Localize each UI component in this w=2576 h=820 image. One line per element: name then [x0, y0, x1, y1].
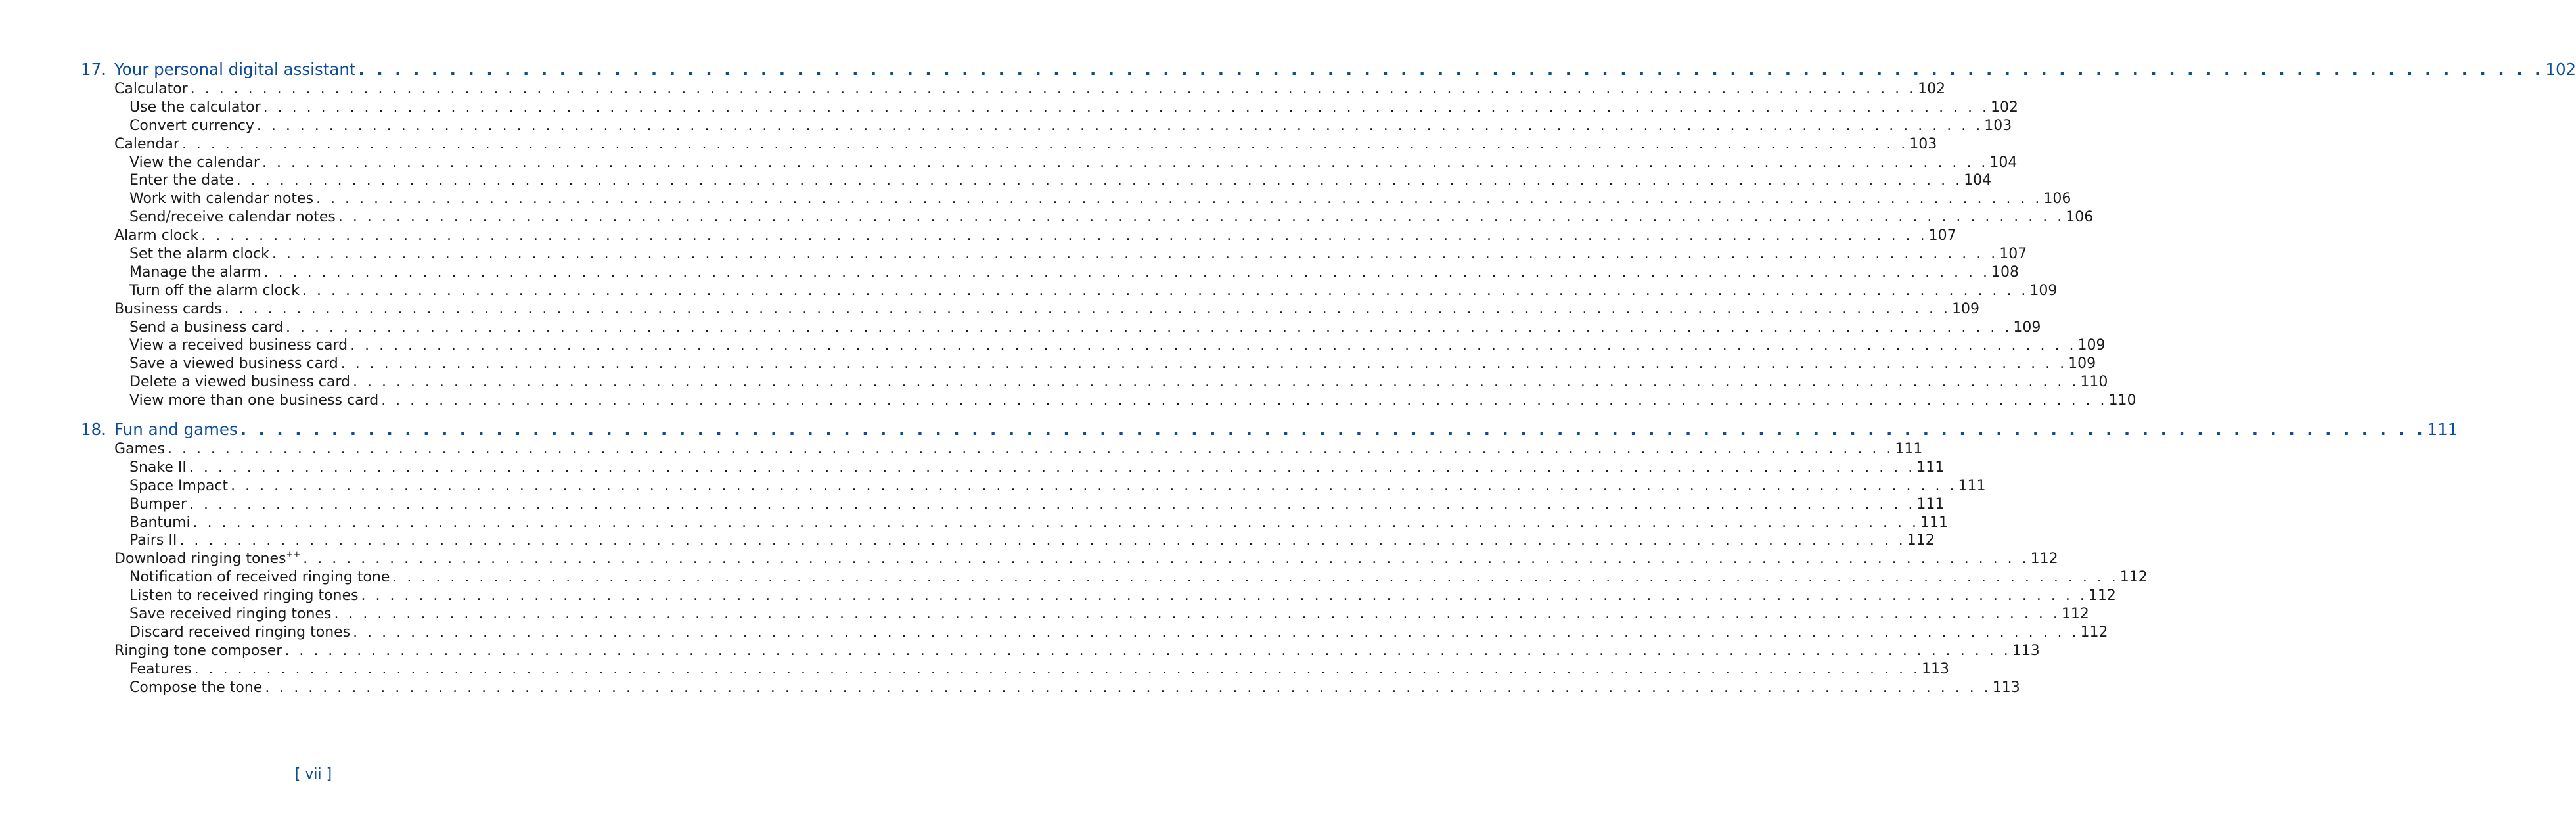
entry-label — [129, 605, 334, 624]
toc-subsection-entry[interactable] — [129, 117, 2012, 135]
entry-label — [129, 336, 350, 355]
entry-title: Turn off the alarm clock — [129, 282, 300, 299]
toc-subsection-entry[interactable] — [129, 392, 2136, 410]
entry-label — [129, 495, 189, 514]
toc-section-entry[interactable] — [114, 80, 1946, 99]
entry-label — [129, 171, 237, 190]
entry-title: Games — [114, 441, 165, 458]
entry-title: Enter the date — [129, 172, 234, 189]
entry-label — [114, 642, 284, 660]
chapter-title — [81, 418, 240, 442]
toc-section-entry[interactable] — [114, 227, 1956, 245]
entry-label — [129, 568, 392, 587]
entry-page-number: 110 — [2108, 392, 2136, 409]
entry-label — [129, 319, 286, 337]
dot-leader: . . . . . . . . . . . . . . . . . . . . . . . . . . . . . . . . . . . . . . . . . . . . . . . . . . . . . . . . . . . . . . . . . . . . . . . . . . . . . . . . . . . . . . . . . . . . . . . . . . . . . . . . . . . . . . . . . . . . . . . . — [392, 569, 2119, 586]
entry-page-number: 103 — [1984, 117, 2012, 134]
toc-subsection-entry[interactable] — [129, 263, 2020, 282]
entry-title: Work with calendar notes — [129, 191, 314, 208]
dot-leader: . . . . . . . . . . . . . . . . . . . . . . . . . . . . . . . . . . . . . . . . . . . . . . . . . . . . . . . . . . . . . . . . . . . . . . . . . . . . . . . . . . . . . . . . . . . . . . . . . . . . . . . . . . . . . . . . . . . . . . . . — [179, 532, 1906, 549]
toc-subsection-entry[interactable] — [129, 532, 1935, 550]
entry-page-number: 110 — [2080, 374, 2108, 391]
chapter-title — [81, 58, 358, 81]
toc-section-entry[interactable] — [114, 135, 1937, 154]
entry-label — [129, 154, 262, 172]
entry-title: Space Impact — [129, 477, 229, 494]
entry-page-number: 113 — [1992, 679, 2020, 696]
toc-subsection-entry[interactable] — [129, 282, 2058, 300]
dot-leader: . . . . . . . . . . . . . . . . . . . . . . . . . . . . . . . . . . . . . . . . . . . . . . . . . . . . . . . . . . . . . . . . . . . . . . . . . . . . . . . . . . . . . . . . . . . . . . . . . . . . . . . . . . . . . . . . . . . . . . . . — [189, 495, 1916, 512]
chapter-title-text: Your personal digital assistant — [114, 60, 356, 79]
entry-title: View more than one business card — [129, 392, 379, 409]
entry-title: Convert currency — [129, 117, 254, 134]
entry-label — [129, 587, 361, 605]
page-number-footer: [ vii ] — [294, 766, 332, 783]
entry-title: Features — [129, 660, 192, 677]
chapter-number: 17. — [81, 60, 106, 79]
entry-title: Notification of received ringing tone — [129, 569, 390, 586]
dot-leader: . . . . . . . . . . . . . . . . . . . . . . . . . . . . . . . . . . . . . . . . . . . . . . . . . . . . . . . . . . . . . . . . . . . . . . . . . . . . . . . . . . . . . . . . . . . . . . . . . . . . . . . . . . . . . . . . . . . . . . . . — [316, 191, 2043, 208]
dot-leader: . . . . . . . . . . . . . . . . . . . . . . . . . . . . . . . . . . . . . . . . . . . . . . . . . . . . . . . . . . . . . . . . . . . . . . . . . . . . . . . . . . . . . . . . . . . . . . . . . . . . . . . . . . . . . . . . . . . . . . . . — [201, 227, 1928, 244]
entry-title: View a received business card — [129, 337, 348, 354]
entry-page-number: 111 — [1920, 514, 1949, 531]
dot-leader: . . . . . . . . . . . . . . . . . . . . . . . . . . . . . . . . . . . . . . . . . . . . . . . . . . . . . . . . . . . . . . . . . . . . . . . . . . . . . . . . . . . . . . . . . . . . . . . . . . . . . . . . . . . . . . . . . . . . . . . . — [340, 355, 2068, 373]
dot-leader: . . . . . . . . . . . . . . . . . . . . . . . . . . . . . . . . . . . . . . . . . . . . . . . . . . . . . . . . . . . . . . . . . . . . . . . . . . . . . . . . . . . . . . . . . . . . . . . . . . . . . . . . . . . . . . . . . . . . . . . . — [231, 477, 1957, 494]
entry-title: Alarm clock — [114, 227, 199, 244]
entry-page-number: 102 — [1918, 81, 1946, 97]
entry-title: Listen to received ringing tones — [129, 587, 359, 604]
dot-leader: . . . . . . . . . . . . . . . . . . . . . . . . . . . . . . . . . . . . . . . . . . . . . . . . . . . . . . . . . . . . . . . . . . . . . . . . . . . . . . . . . . . . . . . . . . . . . . . . . . . . . . . . . . . . . . . . . . . . . . . . — [352, 374, 2079, 391]
toc-subsection-entry[interactable] — [129, 171, 1992, 190]
entry-label — [129, 477, 231, 495]
entry-page-number: 106 — [2043, 191, 2071, 208]
entry-title: Delete a viewed business card — [129, 374, 350, 391]
chapter-page-number: 102 — [2545, 60, 2576, 79]
entry-label — [114, 227, 201, 245]
dot-leader: . . . . . . . . . . . . . . . . . . . . . . . . . . . . . . . . . . . . . . . . . . . . . . . . . . . . . . . . . . . . . . . . . . . . . . . . . . . . . . . . . . . . . . . . . . . . . . . . . . . . . . . . . . . . . . . . . . . . . . . . — [361, 587, 2087, 604]
toc-subsection-entry[interactable] — [129, 624, 2108, 642]
dot-leader: . . . . . . . . . . . . . . . . . . . . . . . . . . . . . . . . . . . . . . . . . . . . . . . . . . . . . . . . . . . . . . . . . . . . . . . . . . . . . . . . . . . . . . . . . . . . . . . . . . . . . . . . . . . . . . . . . . . . . . . . — [261, 154, 1989, 171]
dot-leader: . . . . . . . . . . . . . . . . . . . . . . . . . . . . . . . . . . . . . . . . . . . . . . . . . . . . . . . . . . . . . . . . . . . . . . . . . . . . . . . . . . . . . . . . . . . . . . . . . . . . . . . . . . . . . . . . . . . . . . . . — [334, 606, 2060, 623]
entry-label — [129, 99, 263, 117]
entry-title: Calendar — [114, 135, 179, 152]
toc-subsection-entry[interactable] — [129, 355, 2096, 373]
entry-page-number: 109 — [2029, 282, 2058, 299]
entry-title: Set the alarm clock — [129, 246, 269, 263]
entry-page-number: 106 — [2066, 209, 2094, 226]
dot-leader: . . . . . . . . . . . . . . . . . . . . . . . . . . . . . . . . . . . . . . . . . . . . . . . . . . . . . . . . . . . . . . . . . . . . . . . . . . . . . . . . . . . . . . . . . . . . . . . . . . . . . . . . . . . . . . . . . . . . . . . . — [194, 660, 1920, 677]
entry-page-number: 109 — [2077, 337, 2106, 354]
dot-leader: . . . . . . . . . . . . . . . . . . . . . . . . . . . . . . . . . . . . . . . . . . . . . . . . . . . . . . . . . . . . . . . . . . . . . . . . . . . . . . . . . . . . . . . . . . . . . . . . . . . . . . . . . . . . . . . . . . . . . . . . — [181, 135, 1909, 152]
entry-page-number: 113 — [2012, 642, 2040, 659]
entry-label — [129, 459, 189, 477]
entry-page-number: 102 — [1991, 99, 2019, 116]
entry-title: Save a viewed business card — [129, 355, 338, 373]
entry-page-number: 112 — [1907, 532, 1935, 549]
entry-label — [129, 117, 257, 135]
entry-page-number: 112 — [2061, 606, 2089, 623]
entry-label — [114, 550, 303, 568]
dot-leader: . . . . . . . . . . . . . . . . . . . . . . . . . . . . . . . . . . . . . . . . . . . . . . . . . . . . . . . . . . . . . . . . . . . . . . . . . . . . . . . . . . . . . . . . . . . . . . . . . . . . . . . . . . . . . . . . . . . . . . . . — [302, 282, 2029, 299]
dot-leader: . . . . . . . . . . . . . . . . . . . . . . . . . . . . . . . . . . . . . . . . . . . . . . . . . . . . . . . . . . . . . . . . . . . . . . . . . . . . . . . . . . . . . . . . . . . . . . . . . . . . . . . . . . . . . . . . . . . . . . . . — [256, 117, 1983, 134]
chapter-page-number: 111 — [2427, 420, 2458, 440]
toc-subsection-entry[interactable] — [129, 373, 2108, 392]
entry-page-number: 112 — [2030, 551, 2058, 568]
dot-leader: . . . . . . . . . . . . . . . . . . . . . . . . . . . . . . . . . . . . . . . . . . . . . . . . . . . . . . . . . . . . . . . . . . . . . . . . . . . . . . . . . . . . . . . . . . . . . . . . . . . . . . . . . . . . . . . . . . . . . . . . — [285, 319, 2012, 336]
entry-page-number: 113 — [1921, 660, 1949, 677]
entry-page-number: 108 — [1991, 263, 2020, 281]
toc-subsection-entry[interactable] — [129, 568, 2148, 587]
toc-section-entry[interactable] — [114, 550, 2058, 568]
entry-title: Send a business card — [129, 319, 283, 336]
entry-label — [114, 440, 168, 459]
toc-subsection-entry[interactable] — [129, 459, 1945, 477]
entry-label — [129, 624, 353, 642]
dot-leader: . . . . . . . . . . . . . . . . . . . . . . . . . . . . . . . . . . . . . . . . . . . . . . . . . . . . . . . . . . . . . . . . . . . . . . . . . . . . . . . . . . . . . . . . . . . . . . . . . . . . . . . . . . . . . . . . . . . . . . . . — [192, 514, 1920, 531]
entry-page-number: 112 — [2119, 569, 2148, 586]
entry-title: Send/receive calendar notes — [129, 209, 336, 226]
entry-title: Use the calculator — [129, 99, 261, 116]
entry-page-number: 112 — [2080, 624, 2108, 641]
chapter-title-text: Fun and games — [114, 420, 238, 440]
entry-page-number: 111 — [1895, 441, 1923, 458]
dot-leader: . . . . . . . . . . . . . . . . . . . . . . . . . . . . . . . . . . . . . . . . . . . . . . . . . . . . . . . . . . . . . . . . . . . . . . . . . . . . . . . . . . . . . . . . . . . . . . . . . . . . . . . . . . . . . . . . . . . . . . . . — [265, 679, 1991, 696]
chapter-number: 18. — [81, 420, 106, 440]
entry-title: Bantumi — [129, 514, 191, 531]
entry-page-number: 104 — [1989, 154, 2018, 171]
toc-subsection-entry[interactable] — [129, 208, 2094, 227]
toc-subsection-entry[interactable] — [129, 245, 2027, 263]
toc-subsection-entry[interactable] — [129, 99, 2019, 117]
entry-label — [114, 300, 225, 319]
dot-leader: . . . . . . . . . . . . . . . . . . . . . . . . . . . . . . . . . . . . . . . . . . . . . . . . . . . . . . . . . . . . . . . . . . . . . . . . . . . . . . . . . . . . . . . . . . . . . . . . . . . . . . . . . . . . . . . . . . . . . . . . — [381, 392, 2108, 409]
entry-label — [129, 392, 381, 410]
dot-leader: . . . . . . . . . . . . . . . . . . . . . . . . . . . . . . . . . . . . . . . . . . . . . . . . . . . . . . . . . . . . . . . . . . . . . . . . . . . . . . . . . . . . . . . . . . . . . . . . . . . . . . . . . . . . . . . . . . . . . . . . — [167, 441, 1894, 458]
entry-title: Save received ringing tones — [129, 606, 332, 623]
entry-title: Compose the tone — [129, 679, 263, 696]
toc-subsection-entry[interactable] — [129, 477, 1986, 495]
toc-section-entry[interactable] — [114, 642, 2040, 660]
dot-leader: . . . . . . . . . . . . . . . . . . . . . . . . . . . . . . . . . . . . . . . . . . . . . . . . . . . . . . . . . . . . . . . . . . . . . . . . . . . . . . . . . . . . . . . . . . . . . . . . . . . . . . . . . . . . . . . . . . . . . . . . — [303, 551, 2029, 568]
toc-subsection-entry[interactable] — [129, 605, 2089, 624]
entry-page-number: 111 — [1958, 477, 1986, 494]
dot-leader: . . . . . . . . . . . . . . . . . . . . . . . . . . . . . . . . . . . . . . . . . . . . . . . . . . . . . . . . . . . . . . . . . . . . . . . . . . . . . . . . . . . . . . . . . . . . . . . . . . . . . . . . . . . . . . . . . . . . . . . . — [271, 246, 1999, 263]
toc-section-entry[interactable] — [114, 300, 1980, 319]
entry-page-number: 111 — [1916, 459, 1945, 476]
table-of-contents — [0, 58, 2576, 697]
toc-subsection-entry[interactable] — [129, 336, 2106, 355]
entry-page-number: 112 — [2088, 587, 2116, 604]
dot-leader: . . . . . . . . . . . . . . . . . . . . . . . . . . . . . . . . . . . . . . . . . . . . . . . . . . . . . . . . . . . . . . . . . . . . . . . . . . . . . . . . . . . . . . . . . . . . . . . . . . . . . . . . . . . . . . . . . . . . . . . . — [353, 624, 2079, 641]
dot-leader: . . . . . . . . . . . . . . . . . . . . . . . . . . . . . . . . . . . . . . . . . . . . . . . . . . . . . . . . . . . . . . . . . . . . . . . . . . . . . . . . . . . . . . . . . . . . . . . . . . . . . . . . . . . . . . . . . . . . . . . . — [189, 459, 1916, 476]
toc-subsection-entry[interactable] — [129, 154, 2018, 172]
entry-page-number: 107 — [1999, 246, 2027, 263]
entry-page-number: 109 — [2068, 355, 2096, 373]
entry-page-number: 107 — [1928, 227, 1956, 244]
dot-leader: . . . . . . . . . . . . . . . . . . . . . . . . . . . . . . . . . . . . . . . . . . . . . . . . . . . . . . . . . . . . . . . . . . . . . . . . . . . . . . . . . . . . . . . . . . . . . . . . . . . . . . . . . . . . . . . . . . . . . . . . — [350, 337, 2077, 354]
dot-leader: . . . . . . . . . . . . . . . . . . . . . . . . . . . . . . . . . . . . . . . . . . . . . . . . . . . . . . . . . . . . . . . . . . . . . . . . . . . . . . . . . . . . . . . . . . . . . . . . . . . . . . . . . . . . . . . . . . . . . . . . — [240, 420, 2426, 440]
entry-page-number: 104 — [1964, 172, 1992, 189]
dot-leader: . . . . . . . . . . . . . . . . . . . . . . . . . . . . . . . . . . . . . . . . . . . . . . . . . . . . . . . . . . . . . . . . . . . . . . . . . . . . . . . . . . . . . . . . . . . . . . . . . . . . . . . . . . . . . . . . . . . . . . . . — [263, 263, 1991, 281]
entry-title: Discard received ringing tones — [129, 624, 351, 641]
toc-chapter-heading[interactable] — [81, 58, 2576, 81]
entry-title: Ringing tone composer — [114, 642, 282, 659]
entry-label — [129, 373, 353, 392]
dot-leader: . . . . . . . . . . . . . . . . . . . . . . . . . . . . . . . . . . . . . . . . . . . . . . . . . . . . . . . . . . . . . . . . . . . . . . . . . . . . . . . . . . . . . . . . . . . . . . . . . . . . . . . . . . . . . . . . . . . . . . . . — [236, 172, 1963, 189]
entry-page-number: 111 — [1916, 495, 1945, 512]
entry-title: View the calendar — [129, 154, 260, 171]
entry-label — [129, 355, 341, 373]
entry-label — [114, 80, 191, 99]
toc-chapter-heading[interactable] — [81, 418, 2458, 442]
entry-label — [129, 245, 272, 263]
entry-label — [129, 532, 179, 550]
dot-leader: . . . . . . . . . . . . . . . . . . . . . . . . . . . . . . . . . . . . . . . . . . . . . . . . . . . . . . . . . . . . . . . . . . . . . . . . . . . . . . . . . . . . . . . . . . . . . . . . . . . . . . . . . . . . . . . . . . . . . . . . — [338, 209, 2065, 226]
dot-leader: . . . . . . . . . . . . . . . . . . . . . . . . . . . . . . . . . . . . . . . . . . . . . . . . . . . . . . . . . . . . . . . . . . . . . . . . . . . . . . . . . . . . . . . . . . . . . . . . . . . . . . . . . . . . . . . . . . . . . . . . — [224, 300, 1951, 317]
toc-subsection-entry[interactable] — [129, 190, 2071, 208]
entry-title: Business cards — [114, 300, 222, 317]
entry-label — [129, 263, 264, 282]
entry-label — [129, 660, 194, 679]
toc-subsection-entry[interactable] — [129, 679, 2020, 697]
toc-section-entry[interactable] — [114, 440, 1923, 459]
entry-title: Calculator — [114, 81, 188, 97]
entry-title: Bumper — [129, 495, 187, 512]
dot-leader: . . . . . . . . . . . . . . . . . . . . . . . . . . . . . . . . . . . . . . . . . . . . . . . . . . . . . . . . . . . . . . . . . . . . . . . . . . . . . . . . . . . . . . . . . . . . . . . . . . . . . . . . . . . . . . . . . . . . . . . . — [358, 60, 2544, 79]
entry-page-number: 103 — [1909, 135, 1937, 152]
entry-title: Pairs II — [129, 532, 177, 549]
toc-subsection-entry[interactable] — [129, 660, 1949, 679]
toc-subsection-entry[interactable] — [129, 587, 2116, 605]
entry-label — [129, 282, 302, 300]
entry-label — [129, 190, 316, 208]
toc-subsection-entry[interactable] — [129, 319, 2041, 337]
entry-label — [114, 135, 182, 154]
entry-title: Download ringing tones — [114, 551, 286, 568]
entry-title: Snake II — [129, 459, 187, 476]
entry-superscript: ++ — [286, 550, 301, 560]
toc-subsection-entry[interactable] — [129, 514, 1949, 532]
toc-subsection-entry[interactable] — [129, 495, 1945, 514]
entry-label — [129, 208, 338, 227]
dot-leader: . . . . . . . . . . . . . . . . . . . . . . . . . . . . . . . . . . . . . . . . . . . . . . . . . . . . . . . . . . . . . . . . . . . . . . . . . . . . . . . . . . . . . . . . . . . . . . . . . . . . . . . . . . . . . . . . . . . . . . . . — [263, 99, 1990, 116]
entry-page-number: 109 — [1952, 300, 1980, 317]
entry-label — [129, 514, 193, 532]
entry-label — [129, 679, 265, 697]
entry-page-number: 109 — [2013, 319, 2041, 336]
dot-leader: . . . . . . . . . . . . . . . . . . . . . . . . . . . . . . . . . . . . . . . . . . . . . . . . . . . . . . . . . . . . . . . . . . . . . . . . . . . . . . . . . . . . . . . . . . . . . . . . . . . . . . . . . . . . . . . . . . . . . . . . — [284, 642, 2011, 659]
entry-title: Manage the alarm — [129, 263, 261, 281]
dot-leader: . . . . . . . . . . . . . . . . . . . . . . . . . . . . . . . . . . . . . . . . . . . . . . . . . . . . . . . . . . . . . . . . . . . . . . . . . . . . . . . . . . . . . . . . . . . . . . . . . . . . . . . . . . . . . . . . . . . . . . . . — [190, 81, 1917, 97]
